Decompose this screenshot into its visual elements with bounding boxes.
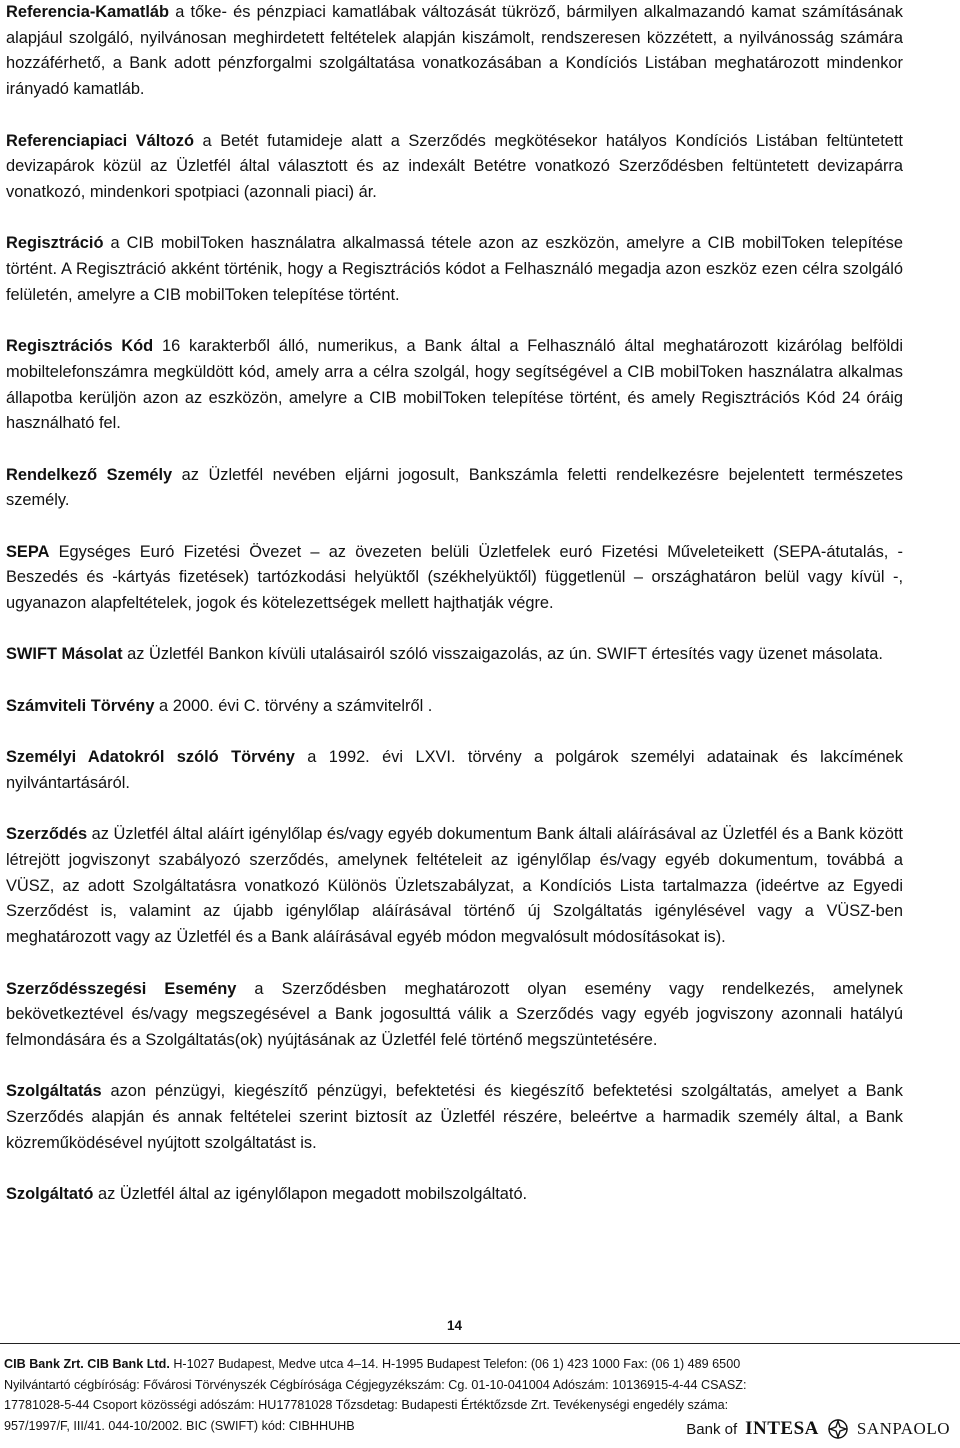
definition-paragraph: [6, 977, 903, 1054]
definition-paragraph: [6, 822, 903, 951]
definition-text: a 1992. évi LXVI. törvény a polgárok személyi adatainak és lakcímének nyilvántartásáról.: [6, 748, 903, 792]
definition-term: Szerződésszegési Esemény: [6, 979, 237, 998]
sanpaolo-star-icon: [827, 1418, 849, 1440]
definition-paragraph: [6, 129, 903, 206]
definition-text: az Üzletfél nevében eljárni jogosult, Bankszámla feletti rendelkezésre bejelentett természetes személy.: [6, 465, 904, 510]
definition-term: SEPA: [6, 542, 50, 561]
definition-text: 16 karakterből álló, numerikus, a Bank által a Felhasználó által meghatározott kizárólag belföldi mobiltelefonszámra megküldött kód, amely arra a célra szolgál, hogy segítségével a CIB mobilToken használatra alkalmas állapotba kerüljön azon az eszközön, amelyre a CIB mobilToken telepítése történt, és amely Regisztrációs Kód 24 óráig használható fel.: [6, 337, 903, 433]
definition-term: Személyi Adatokról szóló Törvény: [6, 748, 295, 767]
definition-text: azon pénzügyi, kiegészítő pénzügyi, befektetési és kiegészítő befektetési szolgáltatás, amelyet a Bank Szerződés alapján és annak feltételei szerint biztosít az Üzletfél részére, beleértve a harmadik személy által, a Bank közreműködésével nyújtott szolgáltatást is.: [6, 1082, 903, 1152]
definition-text: a CIB mobilToken használatra alkalmassá tétele azon az eszközön, amelyre a CIB mobilToken telepítése történt. A Regisztráció akként történik, hogy a Regisztrációs kódot a Felhasználó megadja azon eszköz ezen célra szolgáló felületén, amelyre a CIB mobilToken telepítése történt.: [6, 234, 903, 304]
footer-line-bic: 957/1997/F, III/41. 044-10/2002. BIC (SWIFT) kód: CIBHHUHB: [4, 1418, 355, 1433]
definition-text: az Üzletfél által aláírt igénylőlap és/vagy egyéb dokumentum Bank általi aláírásával az Üzletfél és a Bank között létrejött jogviszonyt szabályozó szerződés, amelynek feltételeit az igénylőlap és/vagy egyéb dokumentum, továbbá a VÜSZ, az adott Szolgáltatásra vonatkozó Különös Üzletszabályzat, a Kondíciós Lista tartalmazza (ideértve az Egyedi Szerződést is, valamint az újabb igénylőlap aláírásával történő új Szolgáltatás igénylésével vagy a VÜSZ-ben meghatározott vagy az Üzletfél és a Bank aláírásával egyéb módon megvalósult módosításokat is).: [6, 825, 903, 947]
definition-paragraph: [6, 745, 903, 796]
footer-line-registry: Nyilvántartó cégbíróság: Fővárosi Törvényszék Cégbírósága Cégjegyzékszám: Cg. 01-10-041004 Adószám: 10136915-4-44 CSASZ:: [4, 1377, 747, 1392]
definition-term: Szolgáltató: [6, 1185, 94, 1204]
definition-paragraph: [6, 1079, 903, 1156]
definitions-list: [6, 0, 903, 1208]
footer-company-name: CIB Bank Zrt. CIB Bank Ltd.: [4, 1357, 170, 1371]
definition-text: a Szerződésben meghatározott olyan esemény vagy rendelkezés, amelynek bekövetkeztével és/vagy megszegésével a Bank jogosulttá válik a Szerződés vagy egyéb jogviszony azonnali hatályú felmondására és a Szolgáltatás(ok) nyújtásának az Üzletfél felé történő megszüntetésére.: [6, 979, 903, 1049]
definition-paragraph: [6, 334, 903, 437]
definition-term: Regisztrációs Kód: [6, 337, 154, 356]
definition-paragraph: [6, 231, 903, 308]
definition-paragraph: [6, 694, 903, 720]
definition-text: a Betét futamideje alatt a Szerződés megkötésekor hatályos Kondíciós Listában feltüntetett devizapárok közül az Üzletfél által választott és az indexált Betétre vonatkozó Szerződésben feltüntetett devizapárra vonatkozó, mindenkori spotpiaci (azonnali piaci) ár.: [6, 131, 903, 201]
definition-paragraph: [6, 540, 903, 617]
definition-text: Egységes Euró Fizetési Övezet – az övezeten belüli Üzletfelek euró Fizetési Műveleteikett (SEPA-átutalás, - Beszedés és -kártyás fizetések) tartózkodási helyüktől (székhelyüktől) függetlenül – országhatáron belül vagy kívül -, ugyanazon alapfeltételek, jogok és kötelezettségek mellett hajthatják végre.: [6, 542, 903, 613]
definition-term: Referenciapiaci Változó: [6, 131, 194, 150]
footer-line-address: [4, 1354, 959, 1375]
footer-address: H-1027 Budapest, Medve utca 4–14. H-1995 Budapest Telefon: (06 1) 423 1000 Fax: (06 1) 489 6500: [169, 1357, 741, 1371]
definition-text: az Üzletfél Bankon kívüli utalásairól szóló visszaigazolás, az ún. SWIFT értesítés vagy üzenet másolata.: [122, 645, 883, 664]
definition-term: Szolgáltatás: [6, 1082, 102, 1101]
definition-text: a tőke- és pénzpiaci kamatlábak változását tükröző, bármilyen alkalmazandó kamat számításának alapjául szolgáló, nyilvánosan meghirdetett feltételek alapján kiszámolt, rendszeresen közzétett, a nyilvánosság számára hozzáférhető, a Bank adott pénzforgalmi szolgáltatása vonatkozásában a Kondíciós Listában meghatározott mindenkor irányadó kamatláb.: [6, 3, 903, 99]
logo-bank-of: Bank of: [686, 1420, 738, 1438]
definition-term: Regisztráció: [6, 234, 104, 253]
intesa-sanpaolo-logo: [680, 1418, 950, 1440]
definition-text: az Üzletfél által az igénylőlapon megadott mobilszolgáltató.: [93, 1185, 528, 1204]
page-number: 14: [446, 1318, 463, 1333]
definition-term: Számviteli Törvény: [6, 696, 155, 715]
definition-paragraph: [6, 463, 903, 514]
definition-term: Referencia-Kamatláb: [6, 3, 170, 21]
definition-term: Rendelkező Személy: [6, 465, 173, 484]
definition-paragraph: [6, 0, 903, 103]
logo-sanpaolo: SANPAOLO: [856, 1419, 950, 1438]
definition-paragraph: [6, 642, 903, 668]
document-page: [6, 0, 904, 1333]
footer-line-tax: 17781028-5-44 Csoport közösségi adószám: HU17781028 Tőzsdetag: Budapesti Értéktőzsde Zrt. Tevékenységi engedély száma:: [4, 1398, 729, 1412]
logo-intesa: INTESA: [745, 1418, 819, 1439]
footer-divider: [0, 1343, 960, 1344]
definition-text: a 2000. évi C. törvény a számvitelről .: [154, 696, 433, 715]
definition-term: Szerződés: [6, 825, 88, 844]
definition-term: SWIFT Másolat: [6, 645, 123, 664]
definition-paragraph: [6, 1182, 903, 1208]
